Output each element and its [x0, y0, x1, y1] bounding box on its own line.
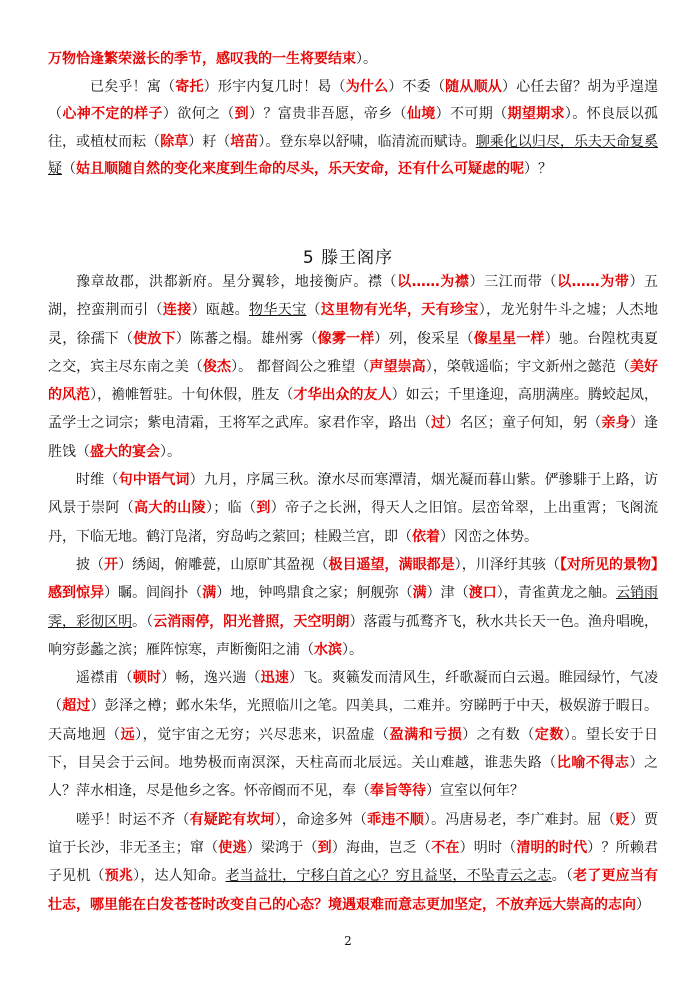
annotation-text: 亲身 — [601, 415, 630, 432]
body-text: ）。望长安于日下，目吴会于云间。地势极而南溟深，天柱高而北辰远。关山难越，谁悲失路（ — [48, 726, 659, 772]
body-text: ）？所赖君子见机（ — [48, 839, 659, 885]
body-text: ）海曲，岂乏（ — [331, 839, 432, 856]
body-text: 。（ — [132, 613, 154, 630]
section-title: 5 滕王阁序 — [302, 248, 394, 268]
body-text: ）。登东皋以舒啸，临清流而赋诗。 — [258, 133, 476, 150]
annotation-text: 远 — [120, 726, 136, 743]
body-text: 时维（ — [76, 472, 119, 489]
body-text: ）。怀良辰以孤往，或植杖而耘（ — [48, 106, 659, 150]
annotation-text: 除草 — [160, 133, 189, 150]
annotation-text: 句中语气词 — [118, 472, 190, 489]
body-text: ），青雀黄龙之舳。 — [496, 585, 616, 602]
body-text: ）绣闼，俯雕甍，山原旷其盈视（ — [118, 556, 329, 573]
annotation-text: 满 — [202, 585, 217, 602]
annotation-text: 有疑跎有坎坷 — [189, 811, 275, 828]
body-text: ）；临（ — [205, 500, 257, 517]
body-text: ）。 — [160, 443, 181, 460]
annotation-text: 使放下 — [133, 330, 176, 347]
annotation-text: 为什么 — [345, 78, 389, 95]
annotation-text: 满 — [412, 585, 427, 602]
annotation-text: 以……为襟 — [397, 274, 470, 290]
body-text: 。（ — [551, 868, 574, 885]
annotation-text: 不在 — [431, 839, 460, 856]
annotation-text: 云消雨停，阳光普照，天空明朗 — [153, 613, 350, 630]
annotation-text: 到 — [234, 106, 250, 122]
body-text: ）冈峦之体势。 — [440, 528, 538, 545]
annotation-text: 顿时 — [132, 670, 162, 687]
annotation-text: 声望崇高 — [369, 358, 426, 375]
annotation-text: 俊杰 — [202, 358, 232, 375]
body-text: ）五湖，控蛮荆而引（ — [48, 274, 659, 319]
paragraph-2 — [48, 466, 658, 551]
body-text: ），命途多舛（ — [274, 811, 368, 828]
annotation-text: 心神不定的样子 — [62, 106, 163, 122]
body-text: ），达人知命。 — [133, 868, 226, 885]
lower-section — [48, 268, 658, 919]
paragraph-5 — [48, 806, 658, 919]
underlined-text: 聊乘化以归尽，乐夫天命复奚疑 — [48, 133, 659, 177]
annotation-text: 万物恰逢繁荣滋长的季节，感叹我的一生将要结束 — [48, 51, 356, 67]
annotation-text: 过 — [431, 415, 446, 432]
body-text: ） — [636, 896, 650, 913]
page-number: 2 — [344, 934, 352, 948]
body-text: ）驰。台隍枕夷夏之交，宾主尽东南之美（ — [48, 330, 659, 375]
body-text: （ — [306, 302, 321, 319]
body-text: ），襜帷暂驻。十旬休假，胜友（ — [90, 387, 294, 404]
upper-paragraph-0 — [48, 46, 658, 74]
annotation-text: 水滨 — [314, 641, 342, 658]
annotation-text: 随从顺从 — [445, 78, 502, 95]
body-text: ），龙光射牛斗之墟；人杰地灵，徐孺下（ — [48, 302, 659, 347]
body-text: ）逢胜饯（ — [48, 415, 659, 460]
body-text: ）。 — [342, 641, 363, 658]
body-text: ）之人？萍水相逢，尽是他乡之客。怀帝阍而不见，奉（ — [48, 755, 659, 800]
body-text: ）畅，逸兴遄（ — [161, 670, 261, 687]
underlined-text: 老当益壮，宁移白首之心？穷且益坚，不坠青云之志 — [225, 868, 552, 885]
annotation-text: 高大的山陵 — [134, 500, 206, 517]
annotation-text: 寄托 — [175, 78, 204, 95]
paragraph-1 — [48, 268, 658, 466]
underlined-text: 云销雨霁，彩彻区明 — [48, 585, 659, 630]
body-text: ）贾谊于长沙，非无圣主；窜（ — [48, 811, 659, 856]
annotation-text: 像雾一样 — [317, 330, 375, 347]
body-text: ）如云；千里逢迎，高朋满座。腾蛟起凤，孟学士之词宗；紫电清霜，王将军之武库。家君作宰，路出（ — [48, 387, 659, 432]
annotation-text: 以……为带 — [557, 274, 630, 290]
annotation-text: 开 — [104, 556, 119, 573]
body-text: ）不可期（ — [435, 106, 508, 122]
annotation-text: 贬 — [615, 811, 630, 828]
body-text: 豫章故郡，洪都新府。星分翼轸，地接衡庐。襟（ — [76, 274, 398, 290]
body-text: ），棨戟遥临；宇文新州之懿范（ — [425, 358, 630, 375]
annotation-text: 乖违不顺 — [367, 811, 424, 828]
body-text: ）欲何之（ — [162, 106, 235, 122]
body-text: ）彭泽之樽；邺水朱华，光照临川之笔。四美具，二难并。穷睇眄于中天，极娱游于暇日。天高地迥（ — [48, 698, 659, 743]
body-text: ）九月，序属三秋。潦水尽而寒潭清，烟光凝而暮山紫。俨骖騑于上路，访风景于崇阿（ — [48, 472, 659, 517]
paragraph-3 — [48, 551, 658, 664]
annotation-text: 美好的风范 — [48, 358, 659, 404]
annotation-text: 清明的时代 — [516, 839, 588, 856]
upper-section — [48, 46, 658, 184]
annotation-text: 定数 — [534, 726, 564, 743]
body-text: 嗟乎！时运不齐（ — [76, 811, 190, 828]
body-text: ）名区；童子何知，躬（ — [445, 415, 602, 432]
annotation-text: 极目遥望，满眼都是 — [328, 556, 455, 573]
underlined-text: 物华天宝 — [249, 302, 307, 319]
body-text: ）。冯唐易老，李广难封。屈（ — [423, 811, 616, 828]
body-text: ）地，钟鸣鼎食之家；舸舰弥（ — [216, 585, 413, 602]
annotation-text: 连接 — [162, 302, 192, 319]
annotation-text: 像星星一样 — [473, 330, 545, 347]
body-text: ），川泽纡其骇（ — [454, 556, 560, 573]
body-text: ）？富贵非吾愿，帝乡（ — [249, 106, 407, 122]
body-text: ）。 — [356, 51, 377, 67]
annotation-text: 到 — [317, 839, 332, 856]
annotation-text: 才华出众的友人 — [293, 387, 392, 404]
body-text: ）瞩。闾阎扑（ — [104, 585, 203, 602]
annotation-text: 奉旨等待 — [370, 783, 426, 800]
body-text: ）梁鸿于（ — [246, 839, 318, 856]
body-text: ）之有数（ — [462, 726, 535, 743]
body-text: 已矣乎！寓（ — [90, 78, 176, 95]
body-text: 披（ — [76, 556, 105, 573]
annotation-text: 培苗 — [230, 133, 259, 150]
body-text: ）落霞与孤鹜齐飞，秋水共长天一色。渔舟唱晚，响穷彭蠡之滨；雁阵惊寒，声断衡阳之浦（ — [48, 613, 659, 658]
annotation-text: 盈满和亏损 — [389, 726, 463, 743]
body-text: ）帝子之长洲，得天人之旧馆。层峦耸翠，上出重霄；飞阁流丹，下临无地。鹤汀凫渚，穷岛屿之萦回；桂殿兰宫，即（ — [48, 500, 659, 545]
body-text: ）？ — [524, 161, 552, 177]
annotation-text: 迅速 — [260, 670, 290, 687]
body-text: ）飞。爽籁发而清风生，纤歌凝而白云遏。睢园绿竹，气凌（ — [48, 670, 659, 715]
body-text: ）不委（ — [388, 78, 446, 95]
annotation-text: 超过 — [62, 698, 91, 715]
annotation-text: 渡口 — [468, 585, 497, 602]
body-text: ）瓯越。 — [191, 302, 250, 319]
upper-paragraph-1 — [48, 74, 658, 184]
annotation-text: 预兆 — [104, 868, 134, 885]
paragraph-4 — [48, 664, 658, 805]
body-text: ）形宇内复几时！曷（ — [203, 78, 346, 95]
body-text: ）明时（ — [459, 839, 517, 856]
annotation-text: 依着 — [412, 528, 440, 545]
annotation-text: 盛大的宴会 — [90, 443, 160, 460]
annotation-text: 仙境 — [406, 106, 436, 122]
annotation-text: 老了更应当有壮志，哪里能在白发苍苍时改变自己的心态？境遇艰难而意志更加坚定，不放弃远大崇高的志向 — [48, 868, 659, 913]
body-text: ）三江而带（ — [469, 274, 558, 290]
body-text: ），觉宇宙之无穷；兴尽悲来，识盈虚（ — [135, 726, 390, 743]
annotation-text: 姑且顺随自然的变化来度到生命的尽头，乐天安命，还有什么可疑虑的呢 — [76, 161, 524, 177]
body-text: ）列，俊采星（ — [374, 330, 474, 347]
body-text: ）宣室以何年？ — [426, 783, 524, 800]
body-text: ）。 都督阎公之雅望（ — [231, 358, 370, 375]
annotation-text: 使逃 — [218, 839, 247, 856]
body-text: ）心任去留？胡为乎遑遑（ — [48, 78, 659, 122]
body-text: ）陈蕃之榻。雄州雾（ — [175, 330, 318, 347]
annotation-text: 到 — [256, 500, 271, 517]
annotation-text: 【对所见的景物】感到惊异 — [48, 556, 659, 602]
annotation-text: 这里物有光华，天有珍宝 — [320, 302, 479, 319]
body-text: ）耔（ — [188, 133, 231, 150]
annotation-text: 比喻不得志 — [556, 755, 630, 772]
body-text: ）津（ — [426, 585, 469, 602]
body-text: （ — [62, 161, 76, 177]
body-text: 遥襟甫（ — [76, 670, 133, 687]
annotation-text: 期望期求 — [507, 106, 565, 122]
